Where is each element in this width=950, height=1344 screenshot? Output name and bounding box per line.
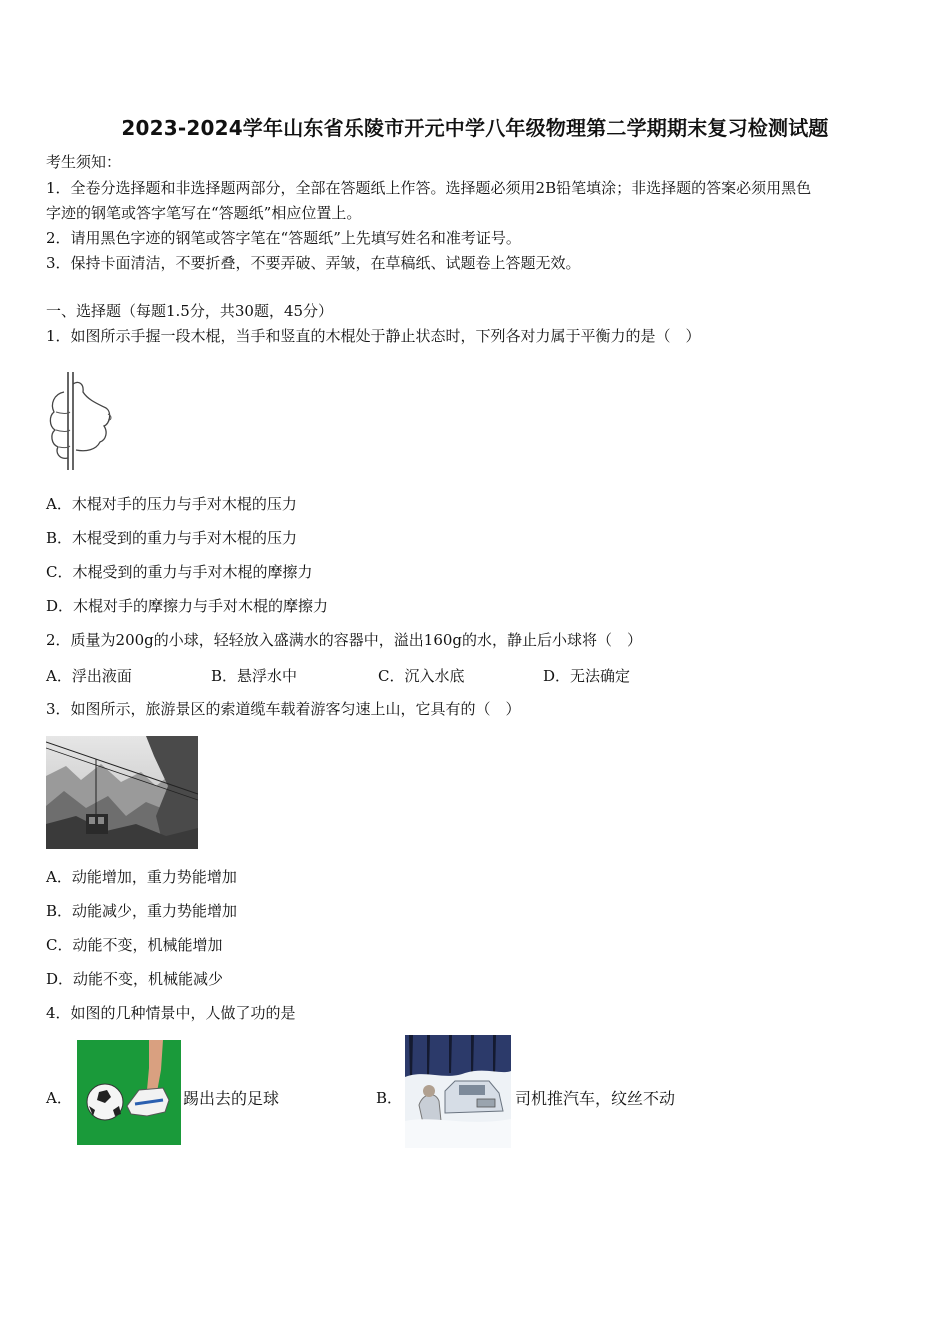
q1-option-c: C．木棍受到的重力与手对木棍的摩擦力 xyxy=(46,563,313,581)
q3-option-d: D．动能不变，机械能减少 xyxy=(46,970,224,988)
notice-heading: 考生须知： xyxy=(46,153,122,171)
question-4-stem: 4．如图的几种情景中，人做了功的是 xyxy=(46,1004,296,1022)
cable-car-photo xyxy=(46,736,198,849)
q4-option-a-label: A． xyxy=(46,1089,72,1107)
q2-option-a: A．浮出液面 xyxy=(46,667,132,685)
q1-option-b: B．木棍受到的重力与手对木棍的压力 xyxy=(46,529,298,547)
soccer-kick-photo xyxy=(77,1040,181,1145)
q3-option-b: B．动能减少，重力势能增加 xyxy=(46,902,238,920)
q2-option-c: C．沉入水底 xyxy=(378,667,465,685)
q4-option-b-label: B． xyxy=(376,1089,403,1107)
car-push-snow-photo xyxy=(405,1035,511,1148)
q3-option-c: C．动能不变，机械能增加 xyxy=(46,936,223,954)
notice-item-2: 2．请用黑色字迹的钢笔或答字笔在“答题纸”上先填写姓名和准考证号。 xyxy=(46,229,521,247)
q3-option-a: A．动能增加，重力势能增加 xyxy=(46,868,237,886)
q2-option-d: D．无法确定 xyxy=(543,667,631,685)
question-2-stem: 2．质量为200g的小球，轻轻放入盛满水的容器中，溢出160g的水，静止后小球将（ ） xyxy=(46,631,643,649)
notice-item-3: 3．保持卡面清洁，不要折叠，不要弄破、弄皱，在草稿纸、试题卷上答题无效。 xyxy=(46,254,581,272)
page-title: 2023-2024学年山东省乐陵市开元中学八年级物理第二学期期末复习检测试题 xyxy=(121,116,829,140)
section-heading: 一、选择题（每题1.5分，共30题，45分） xyxy=(46,302,334,320)
question-3-stem: 3．如图所示，旅游景区的索道缆车载着游客匀速上山，它具有的（ ） xyxy=(46,700,521,718)
q4-option-b-caption: 司机推汽车，纹丝不动 xyxy=(515,1089,676,1108)
q2-option-b: B．悬浮水中 xyxy=(211,667,298,685)
question-1-stem: 1．如图所示手握一段木棍，当手和竖直的木棍处于静止状态时，下列各对力属于平衡力的是（ ） xyxy=(46,327,701,345)
hand-stick-figure xyxy=(46,370,116,472)
notice-item-1: 1．全卷分选择题和非选择题两部分，全部在答题纸上作答。选择题必须用2B铅笔填涂；非选择题的答案必须用黑色 xyxy=(46,179,812,197)
q1-option-d: D．木棍对手的摩擦力与手对木棍的摩擦力 xyxy=(46,597,329,615)
notice-item-1-cont: 字迹的钢笔或答字笔写在“答题纸”相应位置上。 xyxy=(46,204,362,222)
q1-option-a: A．木棍对手的压力与手对木棍的压力 xyxy=(46,495,297,513)
q4-option-a-caption: 踢出去的足球 xyxy=(183,1089,280,1108)
